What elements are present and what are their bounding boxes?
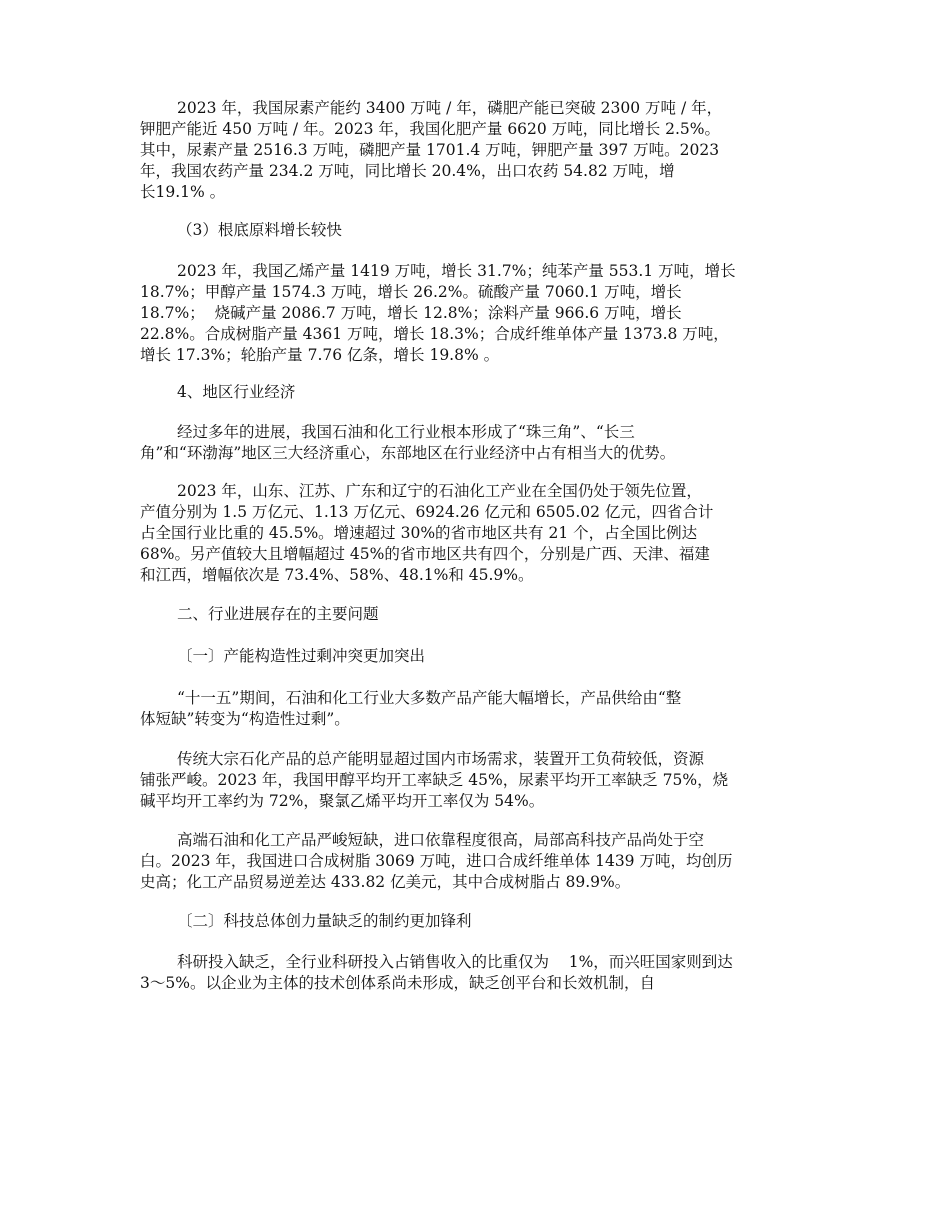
text-line: 产值分别为 1.5 万亿元、1.13 万亿元、6924.26 亿元和 6505.02 亿元，四省合计 xyxy=(140,503,714,521)
text-line: 角”和“环渤海”地区三大经济重心，东部地区在行业经济中占有相当大的优势。 xyxy=(140,444,676,462)
heading-text: 二、行业进展存在的主要问题 xyxy=(177,605,379,623)
text-line: 年，我国农药产量 234.2 万吨，同比增长 20.4%，出口农药 54.82 万吨，增 xyxy=(140,162,675,180)
text-line: 高端石油和化工产品严峻短缺，进口依靠程度很高，局部高科技产品尚处于空 xyxy=(177,831,705,849)
text-line: 占全国行业比重的 45.5%。增速超过 30%的省市地区共有 21 个，占全国比例达 xyxy=(140,524,698,542)
text-line: 和江西，增幅依次是 73.4%、58%、48.1%和 45.9%。 xyxy=(140,566,534,584)
text-line: 增长 17.3%；轮胎产量 7.76 亿条，增长 19.8% 。 xyxy=(140,346,500,364)
text-line: 史高；化工产品贸易逆差达 433.82 亿美元，其中合成树脂占 89.9%。 xyxy=(140,873,631,891)
text-line: 传统大宗石化产品的总产能明显超过国内市场需求，装置开工负荷较低，资源 xyxy=(177,750,705,768)
section-heading-overcapacity xyxy=(140,646,812,667)
text-line: 2023 年，我国乙烯产量 1419 万吨，增长 31.7%；纯苯产量 553.1 万吨，增长 xyxy=(177,262,736,280)
paragraph-regional-output xyxy=(140,481,812,586)
paragraph-high-end-products xyxy=(140,830,812,893)
text-line: 2023 年，我国尿素产能约 3400 万吨 / 年，磷肥产能已突破 2300 万吨 / 年， xyxy=(177,99,723,117)
text-line: 铺张严峻。2023 年，我国甲醇平均开工率缺乏 45%，尿素平均开工率缺乏 75%，烧 xyxy=(140,771,729,789)
paragraph-fertilizer xyxy=(140,98,812,203)
text-line: 68%。另产值较大且增幅超过 45%的省市地区共有四个，分别是广西、天津、福建 xyxy=(140,545,710,563)
text-line: 体短缺”转变为“构造性过剩”。 xyxy=(140,710,350,728)
text-line: 18.7%； 烧碱产量 2086.7 万吨，增长 12.8%；涂料产量 966.6 万吨，增长 xyxy=(140,304,682,322)
paragraph-research-investment xyxy=(140,952,812,994)
text-line: 经过多年的进展，我国石油和化工行业根本形成了“珠三角”、“长三 xyxy=(177,423,635,441)
section-heading-raw-materials xyxy=(140,220,812,241)
text-line: 2023 年，山东、江苏、广东和辽宁的石油化工产业在全国仍处于领先位置， xyxy=(177,482,702,500)
text-line: 碱平均开工率约为 72%，聚氯乙烯平均开工率仅为 54%。 xyxy=(140,792,545,810)
paragraph-traditional-products xyxy=(140,749,812,812)
text-line: 18.7%；甲醇产量 1574.3 万吨，增长 26.2%。硫酸产量 7060.1 万吨，增长 xyxy=(140,283,682,301)
section-heading-regional xyxy=(140,382,812,403)
paragraph-regional-centers xyxy=(140,422,812,464)
text-line: 其中，尿素产量 2516.3 万吨，磷肥产量 1701.4 万吨，钾肥产量 397 万吨。2023 xyxy=(140,141,720,159)
text-line: 科研投入缺乏，全行业科研投入占销售收入的比重仅为 1%，而兴旺国家则到达 xyxy=(177,953,733,971)
heading-text: 〔二〕科技总体创力量缺乏的制约更加锋利 xyxy=(177,912,472,930)
heading-text: （3）根底原料增长较快 xyxy=(177,221,342,239)
text-line: 22.8%。合成树脂产量 4361 万吨，增长 18.3%；合成纤维单体产量 1373.8 万吨， xyxy=(140,325,729,343)
paragraph-overcapacity-summary xyxy=(140,688,812,730)
text-line: “十一五”期间，石油和化工行业大多数产品产能大幅增长，产品供给由“整 xyxy=(177,689,682,707)
paragraph-raw-materials xyxy=(140,261,812,366)
section-heading-problems xyxy=(140,604,812,625)
text-line: 3～5%。以企业为主体的技术创体系尚未形成，缺乏创平台和长效机制，自 xyxy=(140,974,655,992)
text-line: 白。2023 年，我国进口合成树脂 3069 万吨，进口合成纤维单体 1439 万吨，均创历 xyxy=(140,852,733,870)
text-line: 长19.1% 。 xyxy=(140,183,226,201)
section-heading-innovation xyxy=(140,911,812,932)
text-line: 钾肥产能近 450 万吨 / 年。2023 年，我国化肥产量 6620 万吨，同比增长 2.5%。 xyxy=(140,120,720,138)
heading-text: 4、地区行业经济 xyxy=(177,383,296,401)
heading-text: 〔一〕产能构造性过剩冲突更加突出 xyxy=(177,647,426,665)
